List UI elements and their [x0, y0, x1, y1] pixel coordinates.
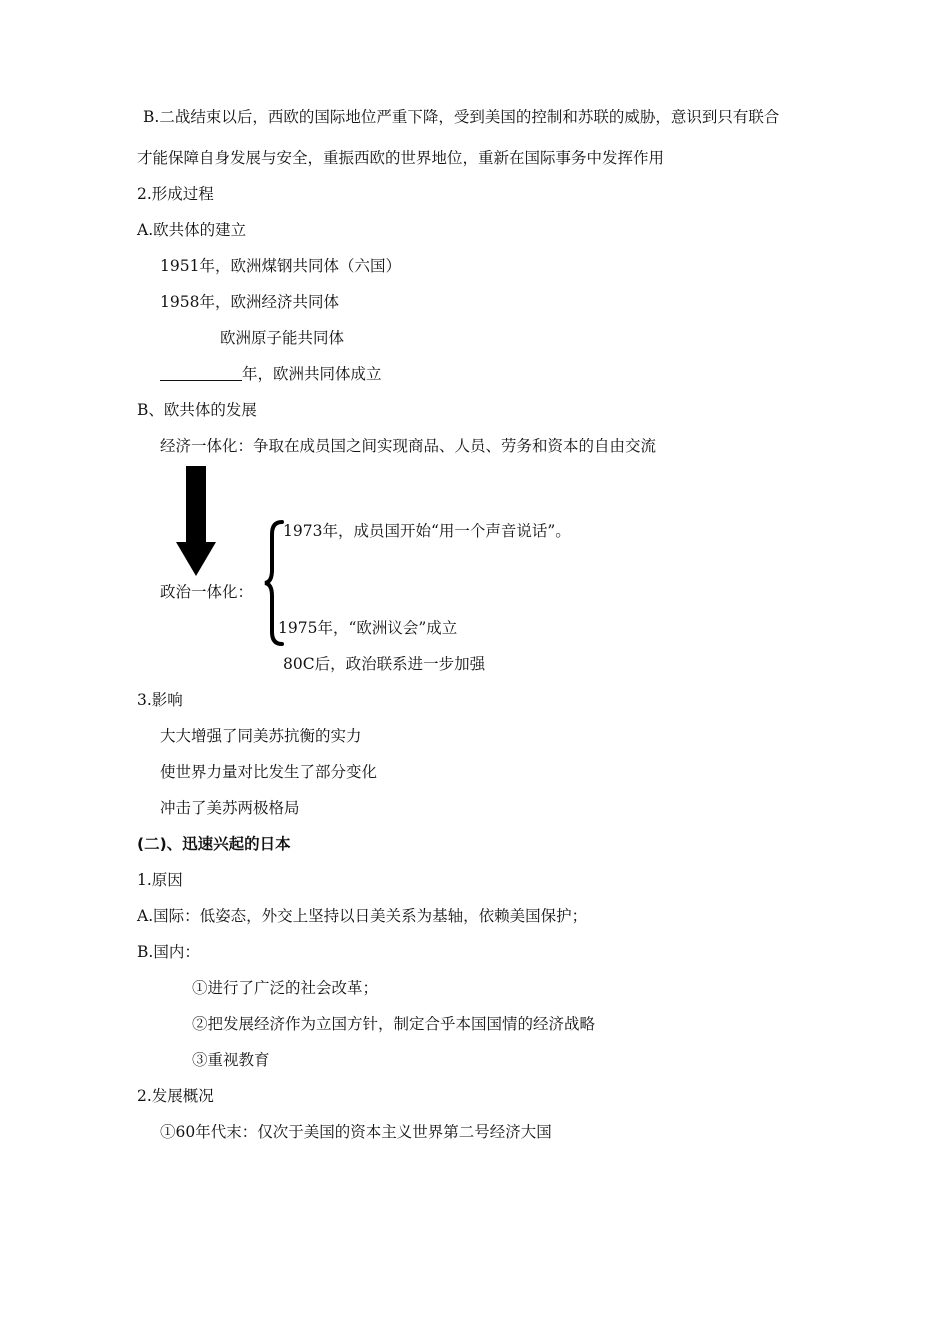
fill-in-blank[interactable] — [160, 364, 242, 381]
text-line: 经济一体化：争取在成员国之间实现商品、人员、劳务和资本的自由交流 — [160, 437, 657, 455]
text-line: 1951年，欧洲煤钢共同体（六国） — [160, 257, 401, 275]
section-heading: 3.影响 — [137, 691, 183, 709]
text-line: 1958年，欧洲经济共同体 — [160, 293, 339, 311]
list-item: ②把发展经济作为立国方针，制定合乎本国国情的经济战略 — [192, 1015, 596, 1033]
text-line: 大大增强了同美苏抗衡的实力 — [160, 727, 362, 745]
subsection-heading: B、欧共体的发展 — [137, 401, 257, 419]
text-line: 80C后，政治联系进一步加强 — [283, 655, 486, 673]
chapter-heading: (二)、迅速兴起的日本 — [137, 835, 291, 853]
text-line: A.国际：低姿态，外交上坚持以日美关系为基轴，依赖美国保护； — [137, 907, 588, 925]
text-line-with-blank — [160, 364, 382, 384]
section-heading: 1.原因 — [137, 871, 183, 889]
section-heading: 2.形成过程 — [137, 185, 214, 203]
section-heading: 2.发展概况 — [137, 1087, 214, 1105]
list-item: ③重视教育 — [192, 1051, 270, 1069]
text-line: B.二战结束以后，西欧的国际地位严重下降，受到美国的控制和苏联的威胁，意识到只有联合 — [143, 108, 780, 126]
text-line: 1973年，成员国开始“用一个声音说话”。 — [283, 522, 571, 540]
text-line: 才能保障自身发展与安全，重振西欧的世界地位，重新在国际事务中发挥作用 — [137, 149, 665, 167]
text-line: 冲击了美苏两极格局 — [160, 799, 300, 817]
text-line: 使世界力量对比发生了部分变化 — [160, 763, 378, 781]
text-line: B.国内： — [137, 943, 200, 961]
down-arrow-icon — [176, 466, 216, 578]
text-line: 1975年，“欧洲议会”成立 — [278, 619, 458, 637]
text-line: 政治一体化： — [160, 583, 254, 601]
list-item: ①60年代末：仅次于美国的资本主义世界第二号经济大国 — [160, 1123, 552, 1141]
list-item: ①进行了广泛的社会改革； — [192, 979, 379, 997]
subsection-heading: A.欧共体的建立 — [137, 221, 247, 239]
text-fragment: 年，欧洲共同体成立 — [242, 365, 382, 383]
text-line: 欧洲原子能共同体 — [220, 329, 345, 347]
